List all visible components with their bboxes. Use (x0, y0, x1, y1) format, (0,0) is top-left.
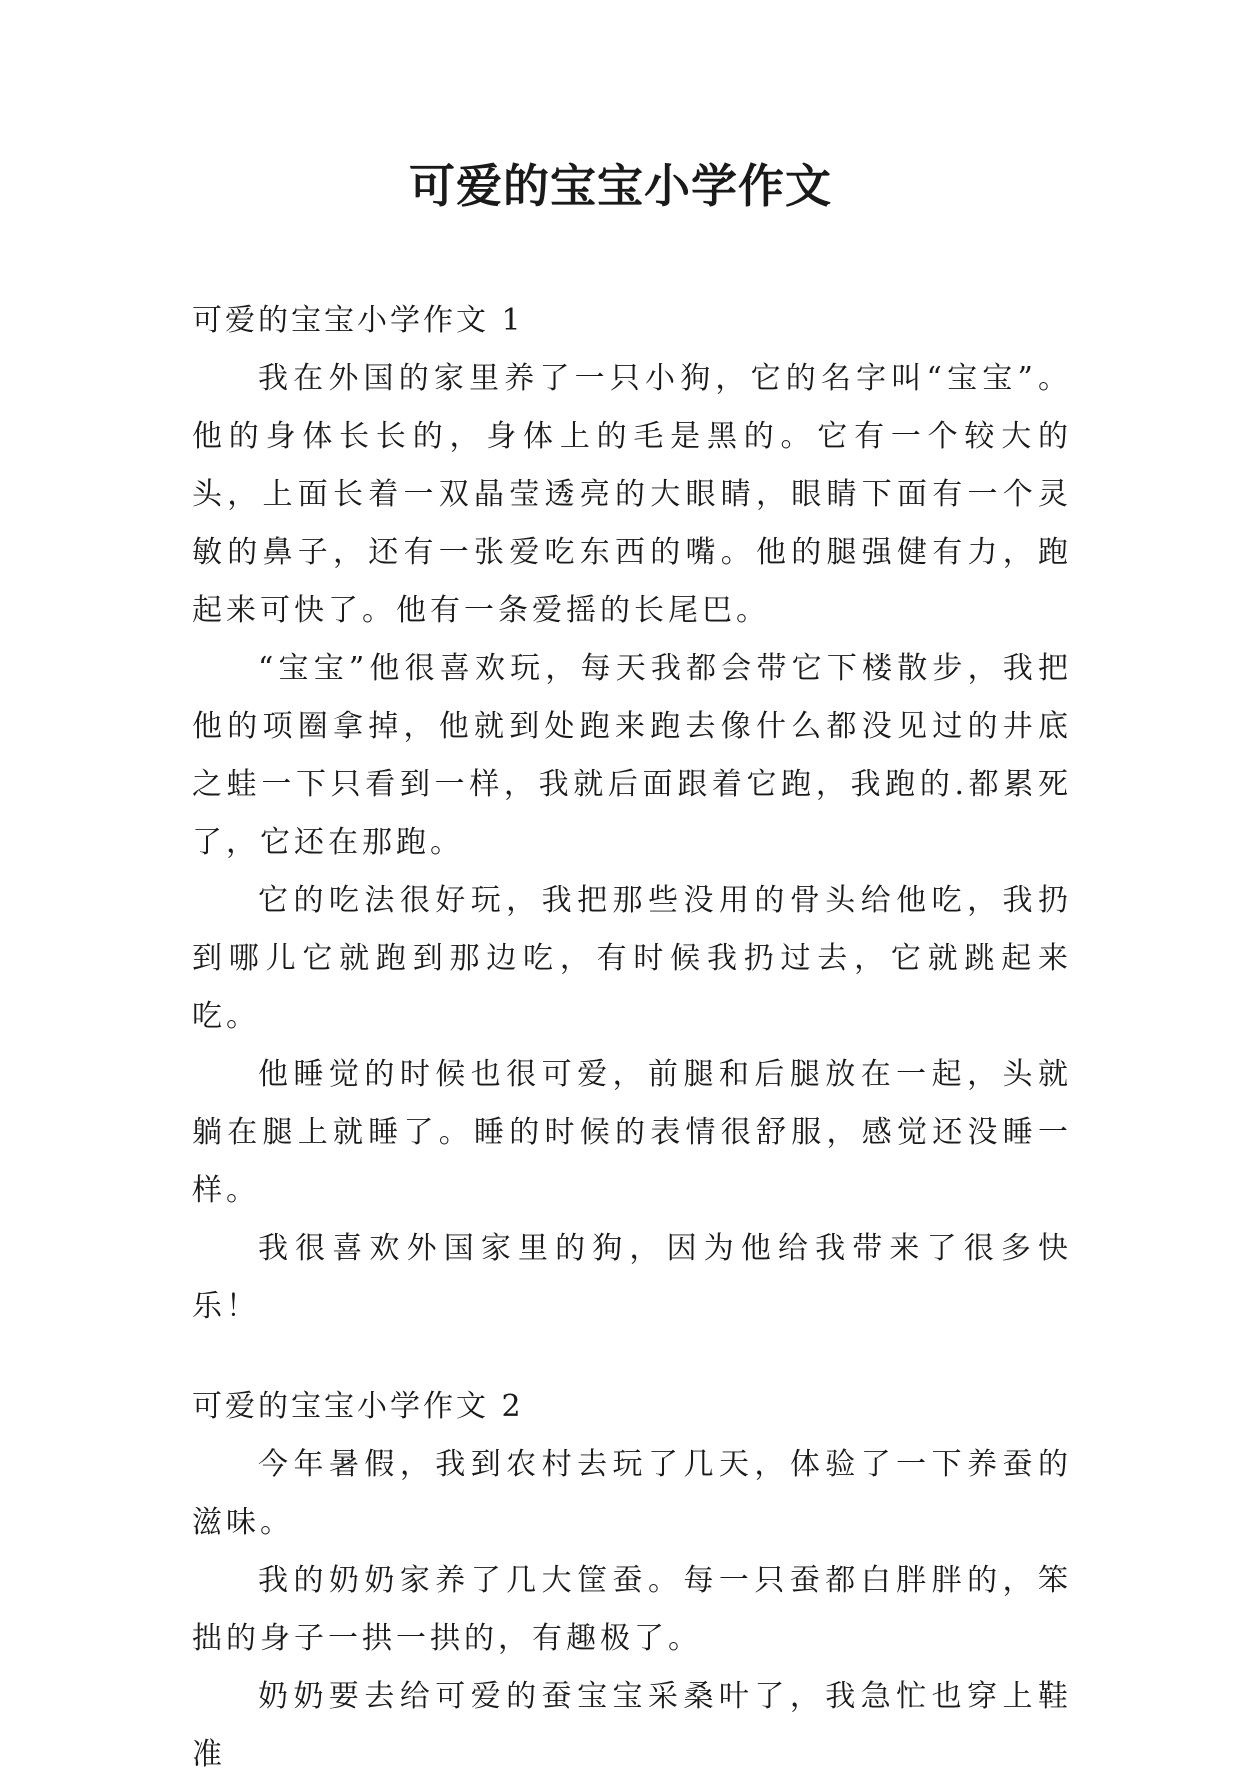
section-spacer (192, 1336, 1072, 1378)
paragraph: 奶奶要去给可爱的蚕宝宝采桑叶了，我急忙也穿上鞋准 (192, 1679, 1072, 1772)
paragraph: 我的奶奶家养了几大筐蚕。每一只蚕都白胖胖的，笨拙的身子一拱一拱的，有趣极了。 (192, 1563, 1072, 1656)
paragraph: 他睡觉的时候也很可爱，前腿和后腿放在一起，头就躺在腿上就睡了。睡的时候的表情很舒服，感觉还没睡一样。 (192, 1057, 1072, 1208)
paragraph: 我很喜欢外国家里的狗，因为他给我带来了很多快乐！ (192, 1231, 1072, 1324)
essay-section-1 (192, 292, 1072, 1336)
essay-section-2 (192, 1378, 1072, 1784)
section-heading: 可爱的宝宝小学作文 2 (192, 1389, 524, 1424)
paragraph: 我在外国的家里养了一只小狗，它的名字叫“宝宝”。他的身体长长的，身体上的毛是黑的。它有一个较大的头，上面长着一双晶莹透亮的大眼睛，眼睛下面有一个灵敏的鼻子，还有一张爱吃东西的嘴。他的腿强健有力，跑起来可快了。他有一条爱摇的长尾巴。 (192, 361, 1072, 628)
document-body (192, 292, 1072, 1784)
paragraph: 它的吃法很好玩，我把那些没用的骨头给他吃，我扔到哪儿它就跑到那边吃，有时候我扔过去，它就跳起来吃。 (192, 883, 1072, 1034)
paragraph: “宝宝”他很喜欢玩，每天我都会带它下楼散步，我把他的项圈拿掉，他就到处跑来跑去像什么都没见过的井底之蛙一下只看到一样，我就后面跟着它跑，我跑的.都累死了，它还在那跑。 (192, 651, 1072, 860)
section-heading: 可爱的宝宝小学作文 1 (192, 303, 524, 338)
document-title: 可爱的宝宝小学作文 (409, 159, 832, 213)
paragraph: 今年暑假，我到农村去玩了几天，体验了一下养蚕的滋味。 (192, 1447, 1072, 1540)
